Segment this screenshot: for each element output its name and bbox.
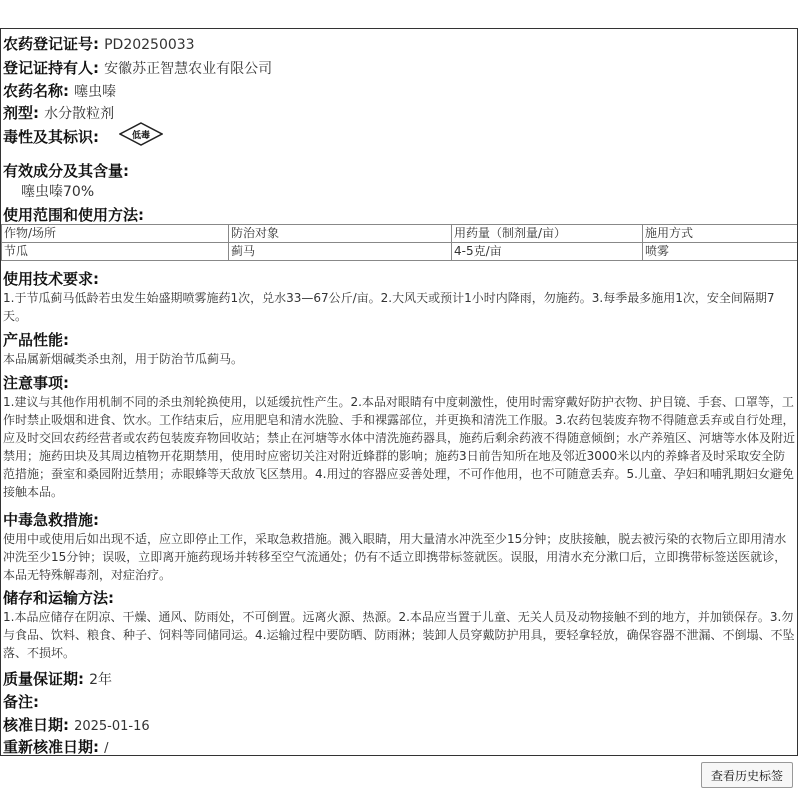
technique-text: 1.于节瓜蓟马低龄若虫发生始盛期喷雾施药1次，兑水33—67公斤/亩。2.大风天或预计1小时内降雨，勿施药。3.每季最多施用1次，安全间隔期7天。 <box>3 291 775 323</box>
table-row <box>2 243 798 261</box>
holder-value: 安徽苏正智慧农业有限公司 <box>104 61 273 77</box>
usage-label-row <box>3 204 795 225</box>
ingredient-value: 噻虫嗪70% <box>21 184 95 200</box>
approval-date-label: 核准日期: <box>3 716 69 734</box>
storage-text: 1.本品应储存在阴凉、干燥、通风、防雨处，不可倒置。远离火源、热源。2.本品应当置于儿童、无关人员及动物接触不到的地方，并加锁保存。3.勿与食品、饮料、粮食、种子、饲料等同储同运。4.运输过程中要防晒、防雨淋；装卸人员穿戴防护用具，要轻拿轻放，确保容器不泄漏、不倒塌、不坠落、不损坏。 <box>3 610 795 660</box>
approval-date-value: 2025-01-16 <box>74 719 150 734</box>
formulation-value: 水分散粒剂 <box>44 106 115 122</box>
approval-date-row <box>3 714 795 735</box>
cell-dosage: 4-5克/亩 <box>452 243 643 261</box>
precautions-text: 1.建议与其他作用机制不同的杀虫剂轮换使用，以延缓抗性产生。2.本品对眼睛有中度刺激性，使用时需穿戴好防护衣物、护目镜、手套、口罩等，工作时禁止吸烟和进食、饮水。工作结束后，应用肥皂和清水洗脸、手和裸露部位，并更换和清洗工作服。3.农药包装废弃物不得随意丢弃或自行处理，应及时交回农药经营者或农药包装废弃物回收站；禁止在河塘等水体中清洗施药器具，施药后剩余药液不得随意倾倒；水产养殖区、河塘等水体及附近禁用；施药田块及其周边植物开花期禁用，使用时应密切关注对附近蜂群的影响；施药3日前告知所在地及邻近3000米以内的养蜂者及时采取安全防范措施；蚕室和桑园附近禁用；赤眼蜂等天敌放飞区禁用。4.用过的容器应妥善处理，不可作他用，也不可随意丢弃。5.儿童、孕妇和哺乳期妇女避免接触本品。 <box>3 395 796 499</box>
pesticide-name-label: 农药名称: <box>3 82 69 100</box>
remarks-row <box>3 691 795 712</box>
ingredient-label-row <box>3 160 795 181</box>
holder-row <box>3 57 795 78</box>
toxicity-label: 毒性及其标识: <box>3 128 99 146</box>
shelf-life-label: 质量保证期: <box>3 670 84 688</box>
shelf-life-value: 2年 <box>89 672 113 688</box>
technique-label-row <box>3 268 795 289</box>
header-cell-dosage: 用药量（制剂量/亩） <box>452 225 643 243</box>
reapproval-date-label: 重新核准日期: <box>3 738 99 756</box>
registration-value: PD20250033 <box>104 37 195 53</box>
holder-label: 登记证持有人: <box>3 59 99 77</box>
shelf-life-row <box>3 668 795 689</box>
label-document <box>0 28 798 756</box>
storage-label: 储存和运输方法: <box>3 589 114 607</box>
performance-text: 本品属新烟碱类杀虫剂，用于防治节瓜蓟马。 <box>3 352 244 366</box>
remarks-label: 备注: <box>3 693 39 711</box>
storage-label-row <box>3 587 795 608</box>
header-cell-method: 施用方式 <box>643 225 798 243</box>
ingredient-label: 有效成分及其含量: <box>3 162 129 180</box>
pesticide-name-row <box>3 80 795 101</box>
toxicity-row <box>3 126 795 156</box>
view-history-labels-button[interactable]: 查看历史标签 <box>701 762 793 788</box>
toxicity-badge-text: 低毒 <box>131 131 151 141</box>
registration-label: 农药登记证号: <box>3 35 99 53</box>
usage-table <box>1 224 798 261</box>
formulation-row <box>3 102 795 123</box>
usage-table-header <box>2 225 798 243</box>
registration-row <box>3 33 795 54</box>
reapproval-date-value: / <box>104 741 109 756</box>
performance-label-row <box>3 329 795 350</box>
precautions-label: 注意事项: <box>3 374 69 392</box>
first-aid-text: 使用中或使用后如出现不适，应立即停止工作，采取急救措施。溅入眼睛，用大量清水冲洗至少15分钟；皮肤接触，脱去被污染的衣物后立即用清水冲洗至少15分钟；误吸，立即离开施药现场并转移至空气流通处；仍有不适立即携带标签就医。误服，用清水充分漱口后，立即携带标签送医就诊，本品无特殊解毒剂，对症治疗。 <box>3 532 787 582</box>
header-cell-crop: 作物/场所 <box>2 225 229 243</box>
pesticide-name-value: 噻虫嗪 <box>74 84 117 100</box>
reapproval-date-row <box>3 736 795 756</box>
header-cell-target: 防治对象 <box>229 225 452 243</box>
first-aid-label: 中毒急救措施: <box>3 511 99 529</box>
cell-method: 喷雾 <box>643 243 798 261</box>
performance-label: 产品性能: <box>3 331 69 349</box>
usage-label: 使用范围和使用方法: <box>3 206 144 224</box>
first-aid-label-row <box>3 509 795 530</box>
technique-label: 使用技术要求: <box>3 270 99 288</box>
toxicity-badge-icon <box>119 122 163 146</box>
ingredient-value-row <box>21 181 795 201</box>
precautions-label-row <box>3 372 795 393</box>
cell-crop: 节瓜 <box>2 243 229 261</box>
formulation-label: 剂型: <box>3 104 39 122</box>
cell-target: 蓟马 <box>229 243 452 261</box>
